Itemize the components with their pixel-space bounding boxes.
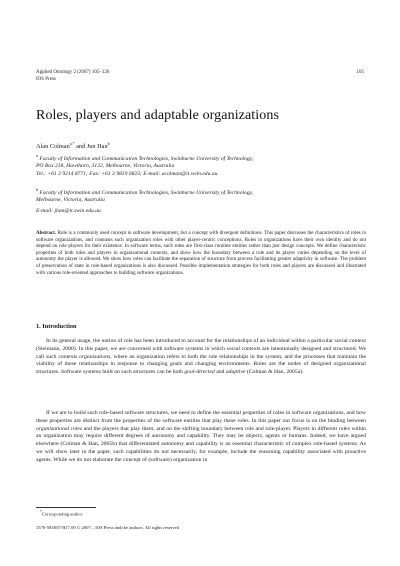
- footnote-divider: [36, 507, 96, 508]
- footnote: [40, 510, 83, 517]
- author-1-marker: a,*: [69, 141, 75, 146]
- affiliation-b-line1: Faculty of Information and Communication Technologies, Swinburne University of Technology,: [39, 189, 254, 196]
- affiliation-a-line1: Faculty of Information and Communication Technologies, Swinburne University of Technology,: [39, 155, 254, 162]
- affiliation-a-marker: a: [36, 153, 38, 158]
- affiliation-a-contact: Tel.: +61 3 9214 8771; Fax: +61 3 9819 0823; E-mail: acolman@it.swin.edu.au: [36, 170, 218, 177]
- affiliation-b-email: E-mail: jhan@it.swin.edu.au: [36, 208, 101, 214]
- copyright-footer: 1570-5838/07/$17.00 © 2007 – IOS Press and the authors. All rights reserved: [36, 525, 179, 530]
- paper-title: Roles, players and adaptable organizations: [36, 108, 280, 123]
- paragraph-1-text-c: and: [214, 369, 226, 376]
- paragraph-1-text-b: , where an organization refers to both the role relationships in the system, and the processes that maintain the viability of these relationships in response to changing goals and changing environments. Roles are the nodes of designed organizational structures. Software systems built on such structures can be both: [36, 353, 366, 376]
- affiliation-b-marker: b: [36, 187, 38, 192]
- abstract-text: Role is a commonly used concept in software development, but a concept with divergent definitions. This paper discusses the characteristics of roles in software organizations, and contrasts such organization roles with other player-centric conceptions. Roles in organizations have their own identity and do not depend on role players for their existence. In software terms, such roles are first-class runtime entities rather than just design concepts. We define characteristic properties of both roles and players in organizational contexts, and show how the boundary between a role and its player varies depending on the level of autonomy the player is allowed. We show how roles can facilitate the separation of structure from process facilitating greater adaptivity in software. The problem of preservation of state in role-based organizations is also discussed. Possible implementation strategies for both roles and players are discussed and illustrated with various role-oriented approaches to building software organizations.: [36, 230, 366, 276]
- publisher-name: IOS Press: [36, 76, 56, 82]
- page-number: 105: [356, 70, 364, 75]
- paragraph-2-emphasis-organizational-roles: organizational roles: [36, 425, 83, 432]
- paragraph-1: [36, 338, 366, 377]
- paragraph-2: [36, 410, 366, 465]
- paragraph-1-emphasis-goal-directed: goal-directed: [184, 369, 215, 376]
- footnote-marker: *: [40, 510, 42, 514]
- journal-header: [36, 70, 109, 83]
- paragraph-1-text-d: (Colman & Han, 2005a).: [245, 369, 304, 376]
- affiliation-b: [36, 186, 366, 205]
- author-line: [36, 140, 110, 151]
- paragraph-2-text-a: If we are to build such role-based software structures, we need to define the essential properties of roles in software organizations, and how these properties are distinct from the properties of the software entities that play these roles. In this paper our focus is on the binding between: [36, 410, 366, 424]
- affiliation-a: [36, 152, 366, 178]
- paragraph-1-emphasis-adaptive: adaptive: [225, 369, 246, 376]
- paragraph-2-text-b: and the players that play them, and on the shifting boundary between role and role-player. Players in different roles within an organization may require different degrees of autonomy and capability. They may be objects, agents or humans. Indeed, we have argued elsewhere (Colman & Han, 2005b) that differentiated autonomy and capability is an essential characteristic of complex role-based systems. As we will show later in the paper, such capabilities do not necessarily, for example, include the reasoning capability associated with proactive agents. While we do not elaborate the concept of (software) organization in: [36, 425, 366, 463]
- author-2-name: Jun Han: [86, 143, 108, 151]
- section-heading: 1. Introduction: [36, 323, 77, 330]
- paragraph-1-emphasis-organizations: organizations: [79, 353, 111, 360]
- abstract-label: Abstract.: [36, 230, 57, 236]
- journal-citation: Applied Ontology 2 (2007) 105–126: [36, 70, 110, 75]
- author-2-marker: b: [107, 141, 110, 146]
- author-conjunction: and: [74, 143, 87, 151]
- footnote-text: Corresponding author.: [41, 511, 83, 517]
- affiliation-a-line2: PO Box 218, Hawthorn, 3122, Melbourne, Victoria, Australia: [36, 163, 175, 170]
- affiliation-b-line2: Melbourne, Victoria, Australia: [36, 197, 105, 204]
- author-1-name: Alan Colman: [36, 143, 70, 151]
- paragraph-1-text-a: In its general usage, the notion of role has been introduced to account for the relationships of an individual within a particular social context (Steimann, 2000). In this paper, we are concerned with software systems in which social contexts are intentionally designed and structured. We call such contexts: [36, 338, 366, 360]
- abstract: [36, 230, 366, 276]
